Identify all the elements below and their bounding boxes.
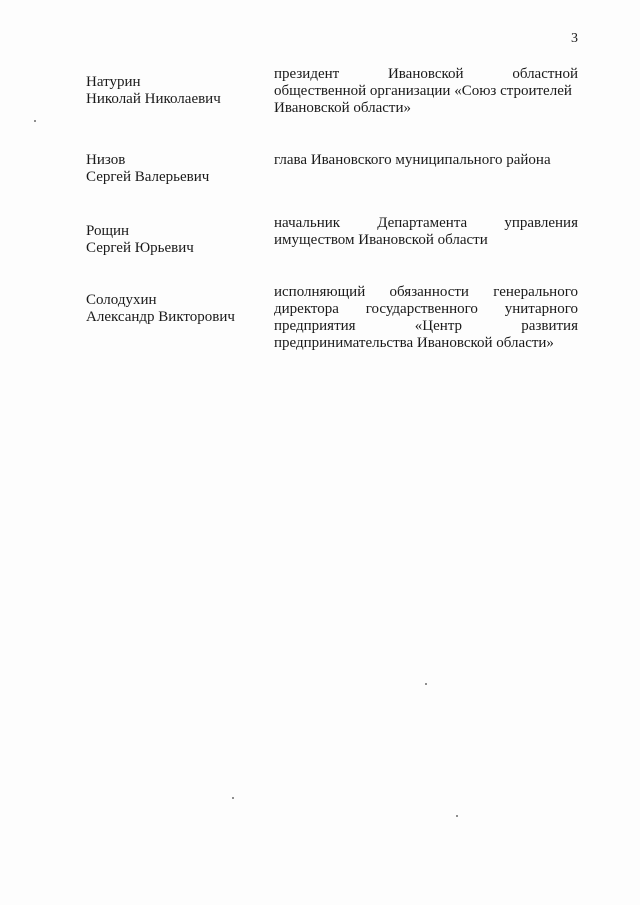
member-entry bbox=[86, 284, 578, 352]
position-line bbox=[274, 232, 578, 249]
position-line bbox=[274, 152, 578, 169]
position-text: президент bbox=[274, 66, 340, 82]
member-surname: Натурин bbox=[86, 74, 141, 90]
position-line bbox=[274, 215, 578, 232]
position-text: управления bbox=[504, 215, 578, 231]
position-text: «Центр bbox=[414, 318, 463, 334]
position-line bbox=[274, 301, 578, 318]
position-text: областной bbox=[512, 66, 578, 82]
member-entry bbox=[86, 144, 578, 186]
scan-speck bbox=[456, 815, 458, 817]
member-surname: Рощин bbox=[86, 223, 130, 239]
position-text: начальник bbox=[274, 215, 341, 231]
member-position bbox=[274, 66, 578, 117]
position-line bbox=[274, 318, 578, 335]
position-text: Департамента bbox=[377, 215, 468, 231]
position-text: исполняющий bbox=[274, 284, 366, 300]
position-text: директора bbox=[274, 301, 339, 317]
page-number: 3 bbox=[571, 31, 578, 46]
position-line bbox=[274, 66, 578, 83]
member-position bbox=[274, 144, 578, 186]
position-text: государственного bbox=[365, 301, 478, 317]
scan-speck bbox=[425, 683, 427, 685]
position-text: Ивановской области» bbox=[274, 100, 411, 116]
member-name bbox=[86, 284, 274, 352]
member-name bbox=[86, 215, 274, 257]
member-surname: Солодухин bbox=[86, 292, 157, 308]
position-text: предприятия bbox=[274, 318, 356, 334]
member-position bbox=[274, 215, 578, 257]
member-position bbox=[274, 284, 578, 352]
member-given-names: Сергей Юрьевич bbox=[86, 240, 194, 256]
members-list bbox=[86, 66, 578, 352]
scan-speck bbox=[232, 797, 234, 799]
position-text: общественной организации «Союз строителей bbox=[274, 83, 572, 99]
member-name bbox=[86, 66, 274, 117]
position-text: унитарного bbox=[504, 301, 578, 317]
member-given-names: Александр Викторович bbox=[86, 309, 235, 325]
position-text: Ивановской bbox=[387, 66, 464, 82]
position-text: глава Ивановского муниципального района bbox=[274, 152, 551, 168]
position-line bbox=[274, 100, 578, 117]
member-entry bbox=[86, 66, 578, 117]
scan-speck bbox=[34, 120, 36, 122]
position-line bbox=[274, 284, 578, 301]
position-text: обязанности bbox=[389, 284, 469, 300]
position-text: предпринимательства Ивановской области» bbox=[274, 335, 554, 351]
member-name bbox=[86, 144, 274, 186]
position-text: генерального bbox=[493, 284, 578, 300]
member-surname: Низов bbox=[86, 152, 126, 168]
member-given-names: Сергей Валерьевич bbox=[86, 169, 210, 185]
member-entry bbox=[86, 215, 578, 257]
member-given-names: Николай Николаевич bbox=[86, 91, 221, 107]
position-line bbox=[274, 83, 578, 100]
position-text: развития bbox=[521, 318, 578, 334]
position-text: имуществом Ивановской области bbox=[274, 232, 488, 248]
position-line bbox=[274, 335, 578, 352]
